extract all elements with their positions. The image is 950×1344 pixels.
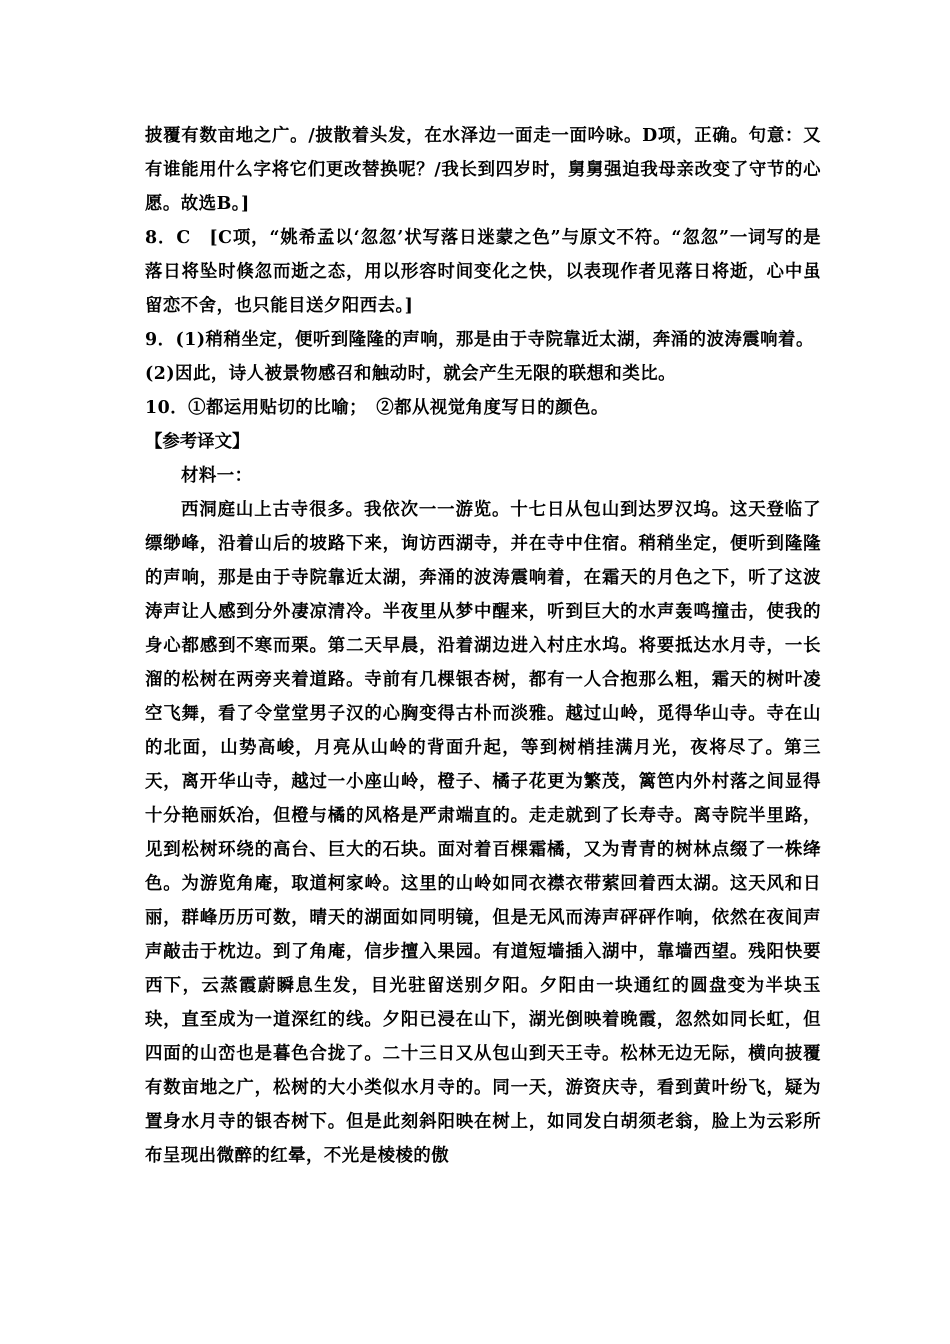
reference-translation-heading: 【参考译文】	[145, 432, 250, 452]
answer-question-10: 10．①都运用贴切的比喻； ②都从视觉角度写日的颜色。	[145, 398, 609, 418]
answer-question-8: 8．C [C项，“姚希孟以‘忽忽’状写落日迷蒙之色”与原文不符。“忽忽”一词写的是落日将坠时倏忽而逝之态，用以形容时间变化之快，以表现作者见落日将逝，心中虽留恋不舍，也只能目送夕阳西去。]	[145, 228, 821, 316]
answer-paragraph-continued: 披覆有数亩地之广。/披散着头发，在水泽边一面走一面吟咏。D项，正确。句意：又有谁能用什么字将它们更改替换呢？/我长到四岁时，舅舅强迫我母亲改变了守节的心愿。故选B。]	[145, 126, 821, 214]
material-one-label: 材料一：	[181, 466, 253, 486]
answer-question-9-part-1: 9．(1)稍稍坐定，便听到隆隆的声响，那是由于寺院靠近太湖，奔涌的波涛震响着。	[145, 330, 814, 350]
document-page	[145, 119, 821, 1173]
translation-body: 西洞庭山上古寺很多。我依次一一游览。十七日从包山到达罗汉坞。这天登临了缥缈峰，沿着山后的坡路下来，询访西湖寺，并在寺中住宿。稍稍坐定，便听到隆隆的声响，那是由于寺院靠近太湖，奔涌的波涛震响着，在霜天的月色之下，听了这波涛声让人感到分外凄凉清冷。半夜里从梦中醒来，听到巨大的水声轰鸣撞击，使我的身心都感到不寒而栗。第二天早晨，沿着湖边进入村庄水坞。将要抵达水月寺，一长溜的松树在两旁夹着道路。寺前有几棵银杏树，都有一人合抱那么粗，霜天的树叶凌空飞舞，看了令堂堂男子汉的心胸变得古朴而淡雅。越过山岭，觅得华山寺。寺在山的北面，山势高峻，月亮从山岭的背面升起，等到树梢挂满月光，夜将尽了。第三天，离开华山寺，越过一小座山岭，橙子、橘子花更为繁茂，篱笆内外村落之间显得十分艳丽妖冶，但橙与橘的风格是严肃端直的。走走就到了长寿寺。离寺院半里路，见到松树环绕的高台、巨大的石块。面对着百棵霜橘，又为青青的树林点缀了一株绛色。为游览角庵，取道柯家岭。这里的山岭如同衣襟衣带萦回着西太湖。这天风和日丽，群峰历历可数，晴天的湖面如同明镜，但是无风而涛声砰砰作响，依然在夜间声声敲击于枕边。到了角庵，信步擅入果园。有道短墙插入湖中，靠墙西望。残阳快要西下，云蒸霞蔚瞬息生发，目光驻留送别夕阳。夕阳由一块通红的圆盘变为半块玉玦，直至成为一道深红的线。夕阳已浸在山下，湖光倒映着晚霞，忽然如同长虹，但四面的山峦也是暮色合拢了。二十三日又从包山到天王寺。松林无边无际，横向披覆有数亩地之广，松树的大小类似水月寺的。同一天，游资庆寺，看到黄叶纷飞，疑为置身水月寺的银杏树下。但是此刻斜阳映在树上，如同发白胡须老翁，脸上为云彩所布呈现出微醉的红晕，不光是棱棱的傲	[145, 500, 821, 1166]
answer-question-9-part-2: (2)因此，诗人被景物感召和触动时，就会产生无限的联想和类比。	[145, 364, 676, 384]
